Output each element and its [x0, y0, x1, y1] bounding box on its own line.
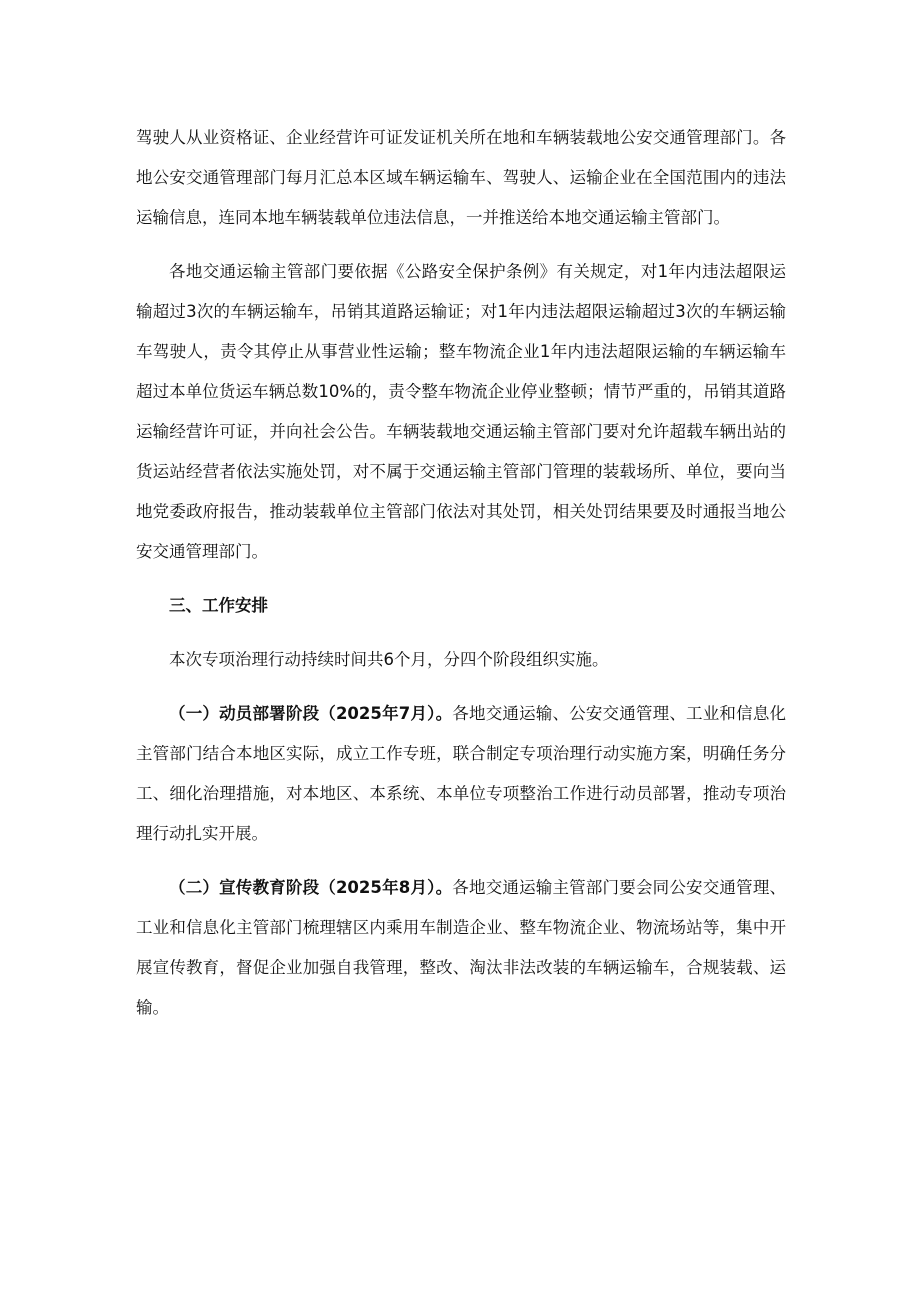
stage-1-title: （一）动员部署阶段（2025年7月）。 — [169, 704, 453, 723]
document-body — [136, 118, 786, 1028]
stage-2-body: 各地交通运输主管部门要会同公安交通管理、工业和信息化主管部门梳理辖区内乘用车制造企业、整车物流企业、物流场站等，集中开展宣传教育，督促企业加强自我管理，整改、淘汰非法改装的车辆运输车，合规装载、运输。 — [136, 878, 787, 1017]
paragraph-penalties: 各地交通运输主管部门要依据《公路安全保护条例》有关规定，对1年内违法超限运输超过3次的车辆运输车，吊销其道路运输证；对1年内违法超限运输超过3次的车辆运输车驾驶人，责令其停止从事营业性运输；整车物流企业1年内违法超限运输的车辆运输车超过本单位货运车辆总数10%的，责令整车物流企业停业整顿；情节严重的，吊销其道路运输经营许可证，并向社会公告。车辆装载地交通运输主管部门要对允许超载车辆出站的货运站经营者依法实施处罚，对不属于交通运输主管部门管理的装载场所、单位，要向当地党委政府报告，推动装载单位主管部门依法对其处罚，相关处罚结果要及时通报当地公安交通管理部门。 — [136, 262, 786, 561]
stage-1-body: 各地交通运输、公安交通管理、工业和信息化主管部门结合本地区实际，成立工作专班，联合制定专项治理行动实施方案，明确任务分工、细化治理措施，对本地区、本系统、本单位专项整治工作进行动员部署，推动专项治理行动扎实开展。 — [136, 704, 787, 843]
paragraph-continuation: 驾驶人从业资格证、企业经营许可证发证机关所在地和车辆装载地公安交通管理部门。各地公安交通管理部门每月汇总本区域车辆运输车、驾驶人、运输企业在全国范围内的违法运输信息，连同本地车辆装载单位违法信息，一并推送给本地交通运输主管部门。 — [136, 128, 786, 227]
paragraph-stage-1 — [136, 694, 786, 854]
section-heading: 三、工作安排 — [169, 596, 268, 615]
paragraph-stage-2 — [136, 868, 786, 1028]
stage-2-title: （二）宣传教育阶段（2025年8月）。 — [169, 878, 453, 897]
paragraph-intro: 本次专项治理行动持续时间共6个月，分四个阶段组织实施。 — [169, 650, 609, 669]
